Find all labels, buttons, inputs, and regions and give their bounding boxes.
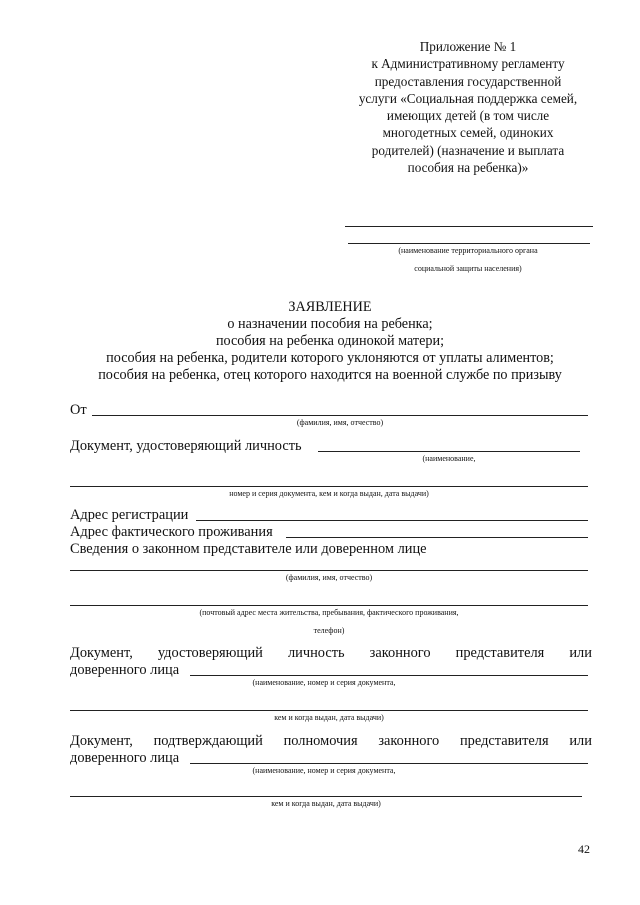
word: или (569, 733, 592, 749)
rep-address-caption: (почтовый адрес места жительства, пребывания, фактического проживания, (199, 608, 459, 617)
authority-caption: (наименование территориального органа (398, 246, 538, 255)
authority-doc-caption: (наименование, номер и серия документа, (252, 766, 396, 775)
rep-id-doc-field[interactable] (190, 675, 588, 676)
from-caption: (фамилия, имя, отчество) (296, 418, 384, 427)
rep-name-caption: (фамилия, имя, отчество) (285, 573, 373, 582)
id-doc-field[interactable] (318, 451, 580, 452)
authority-caption: социальной защиты населения) (414, 264, 522, 273)
word: представителя (459, 733, 549, 749)
document-subtitle: пособия на ребенка, родители которого уклоняются от уплаты алиментов; (106, 350, 554, 366)
appendix-line: к Административному регламенту (371, 56, 565, 72)
word: или (569, 645, 592, 661)
authority-doc-label-2: доверенного лица (70, 750, 180, 766)
rep-id-doc-label (70, 645, 592, 662)
actual-address-label: Адрес фактического проживания (70, 524, 273, 540)
authority-doc-caption: кем и когда выдан, дата выдачи) (271, 799, 381, 808)
rep-info-label: Сведения о законном представителе или доверенном лице (70, 541, 427, 557)
id-doc-caption: (наименование, (422, 454, 476, 463)
page-number: 42 (578, 842, 590, 856)
id-doc-caption: номер и серия документа, кем и когда выдан, дата выдачи) (229, 489, 429, 498)
from-label: От (70, 402, 87, 418)
authority-line-1[interactable] (345, 226, 593, 227)
appendix-line: родителей) (назначение и выплата (371, 142, 565, 158)
id-doc-label: Документ, удостоверяющий личность (70, 438, 302, 454)
word: полномочия (283, 733, 358, 749)
appendix-line: многодетных семей, одиноких (382, 125, 554, 141)
rep-address-caption: телефон) (313, 626, 345, 635)
from-field[interactable] (92, 415, 588, 416)
rep-name-field[interactable] (70, 570, 588, 571)
appendix-line: Приложение № 1 (419, 39, 517, 54)
rep-id-doc-caption: кем и когда выдан, дата выдачи) (274, 713, 384, 722)
authority-doc-field-2[interactable] (70, 796, 582, 797)
actual-address-field[interactable] (286, 537, 588, 538)
appendix-line: услуги «Социальная поддержка семей, (358, 90, 578, 106)
appendix-line: пособия на ребенка)» (407, 160, 529, 176)
document-subtitle: о назначении пособия на ребенка; (227, 316, 433, 332)
appendix-line: предоставления государственной (374, 73, 562, 89)
word: законного (369, 645, 431, 661)
word: подтверждающий (153, 733, 263, 749)
word: удостоверяющий (157, 645, 263, 661)
document-title: ЗАЯВЛЕНИЕ (288, 299, 372, 315)
word: личность (287, 645, 345, 661)
word: законного (378, 733, 440, 749)
id-doc-field-2[interactable] (70, 486, 588, 487)
authority-line-2[interactable] (348, 243, 590, 244)
appendix-line: имеющих детей (в том числе (386, 108, 550, 124)
rep-id-doc-field-2[interactable] (70, 710, 588, 711)
rep-id-doc-caption: (наименование, номер и серия документа, (252, 678, 396, 687)
document-subtitle: пособия на ребенка, отец которого находится на военной службе по призыву (98, 367, 562, 383)
reg-address-label: Адрес регистрации (70, 507, 189, 523)
authority-doc-label (70, 733, 592, 750)
word: Документ, (70, 645, 133, 661)
document-subtitle: пособия на ребенка одинокой матери; (215, 333, 445, 349)
rep-id-doc-label-2: доверенного лица (70, 662, 180, 678)
authority-doc-field[interactable] (190, 763, 588, 764)
rep-address-field[interactable] (70, 605, 588, 606)
word: Документ, (70, 733, 133, 749)
word: представителя (455, 645, 545, 661)
appendix-header (340, 38, 596, 176)
reg-address-field[interactable] (196, 520, 588, 521)
